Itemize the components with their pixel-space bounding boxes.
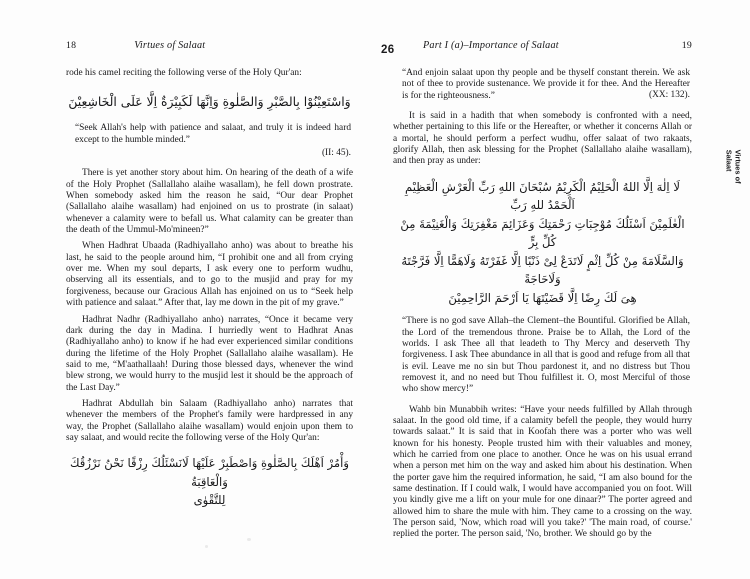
- arabic-line: هِىَ لَكَ رِضًا اِلَّا قَضَيْتَهَا يَا اَرْحَمَ الرَّاحِمِيْنَ: [448, 290, 637, 305]
- right-page-running-head: [393, 40, 692, 56]
- right-page-body: [393, 68, 692, 541]
- right-page-running-title: Part I (a)–Importance of Salaat: [423, 40, 559, 51]
- paragraph: Hadhrat Abdullah bin Salaam (Radhiyallaho anho) narrates that whenever the members of the Prophet's family were hardpressed in any way, the Prophet (Sallallaho alaihe wasallam) would enjoin upon them to say salaat, and would recite the following verse of the Holy Qur'an:: [66, 398, 353, 443]
- paragraph: Hadhrat Nadhr (Radhiyallaho anho) narrates, “Once it became very dark during the day in Madina. I hurriedly went to Hadhrat Anas (Radhiyallaho anho) to know if he had ever experienced similar conditions during the lifetime of the Holy Prophet (Sallallaho alaihe wasallam). He said to me, “M'aathallaah! During those blessed days, whenever the wind blew strong, we would hurry to the musjid lest it should be the approach of the Last Day.”: [66, 314, 353, 393]
- arabic-line: الْعٰلَمِيْنَ اَسْئَلُكَ مُوْجِبَاتِ رَحْمَتِكَ وَعَزَائِمَ مَغْفِرَتِكَ وَالْغَنِيْمَةَ مِنْ كُلِّ بِرٍّ: [400, 216, 685, 250]
- left-page-body: [66, 68, 353, 510]
- arabic-verse-quran: وَاسْتَعِيْنُوْا بِالصَّبْرِ وَالصَّلٰوةِ وَاِنَّهَا لَكَبِيْرَةٌ اِلَّا عَلَى الْخَاشِعِيْنَ: [68, 94, 351, 110]
- block-quote: [66, 123, 353, 159]
- left-page-running-head: [66, 40, 353, 56]
- paragraph: rode his camel reciting the following verse of the Holy Qur'an:: [66, 68, 302, 78]
- paragraph: Wahb bin Munabbih writes: “Have your needs fulfilled by Allah through salaat. In the good old time, if a calamity befell the people, they would hurry towards salaat.” It is said that in Koofah there was a porter who was well known for his honesty. People trusted him with their valuables and money, which he carried from one place to another. Once he was on his usual errand when a person met him on the way and asked him about his destination. When the porter gave him the required information, he said, “I am also bound for the same destination. If I could walk, I would have accompanied you on foot. Will you kindly give me a lift on your mule for one dinaar?” The porter agreed and allowed him to share the mule with him. They came to a crossing on the way. The person said, 'Now, which road will you take?' 'The main road, of course.' replied the porter. The person said, 'No, brother. We should go by the: [393, 404, 692, 540]
- side-margin-book-title: [724, 149, 743, 184]
- right-page-folio: 19: [681, 40, 692, 51]
- quran-citation: (XX: 132).: [648, 90, 690, 101]
- right-page: [375, 0, 750, 579]
- scan-speck: [247, 538, 251, 541]
- quran-citation: (II: 45).: [321, 148, 351, 159]
- side-tab-line-2: Salaat: [725, 149, 734, 172]
- arabic-line: وَأْمُرْ اَهْلَكَ بِالصَّلٰوةِ وَاصْطَبِرْ عَلَيْهَا لَانَسْئَلُكَ رِزْقًا نَحْنُ نَرْزُقُكَ وَالْعَاقِبَةُ: [70, 456, 349, 489]
- paragraph: It is said in a hadith that when somebody is confronted with a need, whether pertaining to this life or the Hereafter, or whether it concerns Allah or a mortal, he should perform a perfect wudhu, offer salaat of two rakaats, glorify Allah, then ask blessing for the Prophet (Sallallaho alaihe wasallam), and then pray as under:: [393, 111, 692, 167]
- arabic-verse-quran-second: [66, 454, 353, 510]
- block-quote-text: “And enjoin salaat upon thy people and be thyself constant therein. We ask not of thee to provide sustenance. We provide it for thee. And the Hereafter is for the righteousness.”: [402, 68, 690, 101]
- paragraph: There is yet another story about him. On hearing of the death of a wife of the Holy Prophet (Sallallaho alaihe wasallam), he fell down prostrate. When somebody asked him the reason he said, “Our dear Prophet (Sallallaho alaihe wasallam) had enjoined on us to prostrate (in salaat) whenever a calamity were to befall us. What calamity can be greater than the death of the Ummul-Mo'mineen?”: [66, 168, 353, 236]
- block-quote-text: “There is no god save Allah–the Clement–the Bountiful. Glorified be Allah, the Lord of the tremendous throne. Praise be to Allah, the Lord of the worlds. I ask Thee all that leadeth to Thy Mercy and deserveth Thy forgiveness. I ask Thee abundance in all that is good and refuge from all that is evil. Leave me no sin but Thou pardonest it, and no distress but Thou removest it, and no need but Thou fulfillest it. O, most Merciful of those who show mercy!”: [402, 316, 690, 395]
- scan-speck: [205, 545, 208, 548]
- left-page-folio: 18: [66, 40, 77, 51]
- block-quote-translation: [393, 316, 692, 395]
- arabic-line: وَالسَّلَامَةَ مِنْ كُلِّ اِثْمٍ لَاتَدَعْ لِىْ ذَنْبًا اِلَّا غَفَرْتَهُ وَلَاهَمًّا اِلَّا فَرَّجْتَهُ وَلَاحَاجَةً: [401, 253, 684, 287]
- scan-sheet-number: 26: [381, 44, 395, 56]
- side-tab-line-1: Virtues of: [733, 149, 743, 184]
- arabic-dua: [393, 178, 692, 308]
- arabic-line: لَا اِلٰهَ اِلَّا اللهُ الْحَلِيْمُ الْكَرِيْمُ سُبْحَانَ اللهِ رَبِّ الْعَرْشِ الْعَظِيْمِ اَلْحَمْدُ للهِ رَبِّ: [405, 179, 680, 213]
- block-quote-text: “Seek Allah's help with patience and salaat, and truly it is indeed hard except to the humble minded.”: [75, 123, 351, 145]
- left-page-running-title: Virtues of Salaat: [134, 40, 206, 51]
- block-quote: [393, 68, 692, 102]
- paragraph: When Hadhrat Ubaada (Radhiyallaho anho) was about to breathe his last, he said to the people around him, “I prohibit one and all from crying over me. When my soul departs, I ask every one to perform wudhu, observing all its essentials, and to go to the musjid and pray for my forgiveness, because our Gracious Allah has enjoined on us to “Seek help with patience and salaat.” After that, lay me down in the pit of my grave.”: [66, 241, 353, 309]
- arabic-line: لِلتَّقْوٰى: [193, 493, 226, 508]
